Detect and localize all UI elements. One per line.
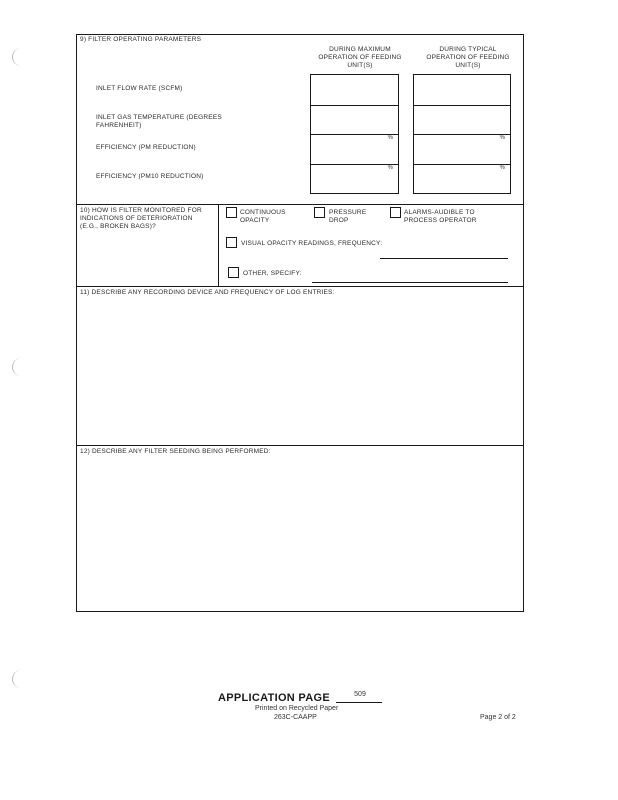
- row-label-efficiency-pm10: EFFICIENCY (PM10 REDUCTION): [96, 173, 204, 180]
- seeding-answer-area[interactable]: [78, 460, 522, 610]
- typical-flow-rate-field[interactable]: [414, 75, 510, 103]
- binder-hole-top: [12, 48, 23, 66]
- row-label-flow-rate: INLET FLOW RATE (SCFM): [96, 85, 183, 92]
- visual-opacity-label: VISUAL OPACITY READINGS, FREQUENCY:: [241, 240, 383, 247]
- col-header-max: DURING MAXIMUM OPERATION OF FEEDING UNIT(S): [318, 46, 402, 69]
- pressure-drop-checkbox[interactable]: [314, 207, 325, 218]
- page-number-underline: [336, 702, 382, 703]
- max-efficiency-pm10-field[interactable]: [311, 164, 398, 192]
- max-gas-temp-field[interactable]: [311, 105, 398, 133]
- section-divider-10: [76, 204, 524, 205]
- typical-efficiency-pm10-field[interactable]: [414, 164, 510, 192]
- max-flow-rate-field[interactable]: [311, 75, 398, 103]
- other-specify-line[interactable]: [312, 282, 508, 283]
- application-page-label: APPLICATION PAGE: [218, 692, 330, 704]
- alarms-checkbox[interactable]: [390, 207, 401, 218]
- monitoring-question: 10) HOW IS FILTER MONITORED FOR INDICATIONS OF DETERIORATION (E.G., BROKEN BAGS)?: [80, 207, 202, 230]
- alarms-label: ALARMS-AUDIBLE TO PROCESS OPERATOR: [404, 209, 477, 224]
- section-divider-11: [76, 286, 524, 287]
- typical-gas-temp-field[interactable]: [414, 105, 510, 133]
- other-label: OTHER, SPECIFY:: [243, 270, 302, 277]
- page-of-label: Page 2 of 2: [480, 714, 516, 721]
- continuous-opacity-label: CONTINUOUS OPACITY: [240, 209, 286, 224]
- row-label-efficiency-pm: EFFICIENCY (PM REDUCTION): [96, 144, 196, 151]
- recording-question: 11) DESCRIBE ANY RECORDING DEVICE AND FREQUENCY OF LOG ENTRIES:: [80, 289, 335, 296]
- application-page-number: 509: [354, 691, 366, 698]
- max-efficiency-pm-field[interactable]: [311, 134, 398, 162]
- recycled-paper-note: Printed on Recycled Paper: [255, 705, 339, 712]
- visual-frequency-line[interactable]: [380, 258, 508, 259]
- visual-opacity-checkbox[interactable]: [226, 237, 237, 248]
- pressure-drop-label: PRESSURE DROP: [329, 209, 367, 224]
- filter-params-title: 9) FILTER OPERATING PARAMETERS: [80, 36, 202, 43]
- max-pm10-percent: %: [387, 165, 393, 171]
- form-code: 263C-CAAPP: [274, 714, 317, 721]
- binder-hole-middle: [12, 358, 23, 376]
- col-header-typical: DURING TYPICAL OPERATION OF FEEDING UNIT(S): [426, 46, 510, 69]
- section-divider-12: [76, 445, 524, 446]
- max-pm-percent: %: [387, 135, 393, 141]
- typical-pm10-percent: %: [499, 165, 505, 171]
- seeding-question: 12) DESCRIBE ANY FILTER SEEDING BEING PERFORMED:: [80, 448, 271, 455]
- typical-efficiency-pm-field[interactable]: [414, 134, 510, 162]
- row-label-gas-temp: INLET GAS TEMPERATURE (DEGREES FAHRENHEIT): [96, 114, 222, 129]
- binder-hole-bottom: [12, 670, 23, 688]
- typical-pm-percent: %: [499, 135, 505, 141]
- recording-answer-area[interactable]: [78, 300, 522, 443]
- section-10-column-divider: [218, 204, 219, 286]
- continuous-opacity-checkbox[interactable]: [226, 207, 237, 218]
- other-checkbox[interactable]: [228, 267, 239, 278]
